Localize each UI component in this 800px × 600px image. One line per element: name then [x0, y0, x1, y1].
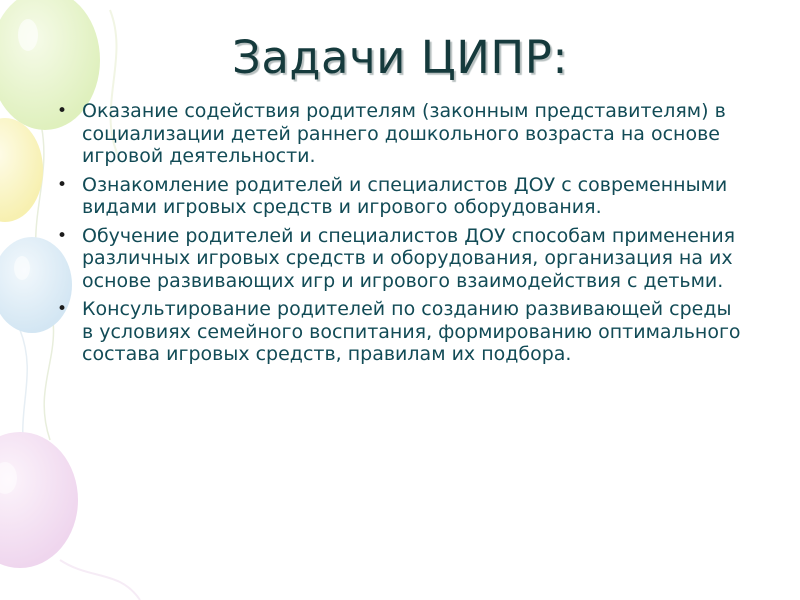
task-text: Оказание содействия родителям (законным представителям) в социализации детей раннего дошкольного возраста на основе игровой деятельности.: [82, 100, 726, 167]
bullet-icon: •: [57, 299, 68, 319]
task-item: [55, 174, 745, 219]
bullet-icon: •: [57, 174, 68, 195]
task-item: [55, 100, 745, 168]
task-list: [55, 100, 745, 372]
swirl-line: [60, 560, 140, 600]
bullet-icon: •: [57, 101, 68, 121]
task-item: [55, 298, 745, 366]
task-item: [55, 225, 745, 293]
bullet-icon: •: [57, 225, 68, 246]
task-text: Ознакомление родителей и специалистов ДОУ с современными видами игровых средств и игрового оборудования.: [82, 173, 728, 218]
slide-title: Задачи ЦИПР:: [232, 31, 568, 84]
balloon-pink: [0, 432, 78, 568]
task-text: Обучение родителей и специалистов ДОУ способам применения различных игровых средств и оборудования, организация на их основе развивающих игр и игрового взаимодействия с детьми.: [82, 224, 736, 292]
balloon-yellow: [0, 118, 43, 222]
task-text: Консультирование родителей по созданию развивающей среды в условиях семейного воспитания, формированию оптимального состава игровых средств, правилам их подбора.: [82, 298, 741, 365]
